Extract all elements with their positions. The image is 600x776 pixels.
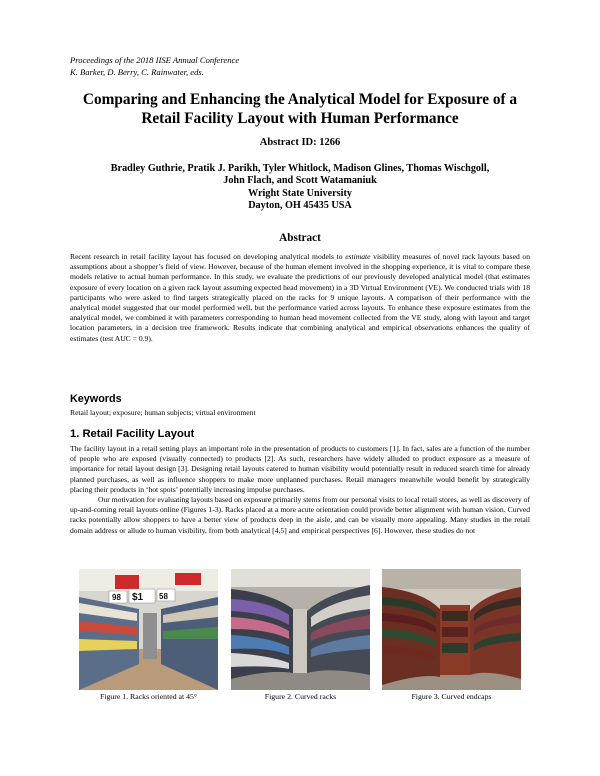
section-1-heading: 1. Retail Facility Layout: [70, 428, 195, 440]
section-1-paragraph-1: The facility layout in a retail setting plays an important role in the presentation of products to customers [1]. In fact, sales are a function of the number of people who are exposed (visually connected) to products [2]. As such, researchers have widely alluded to product exposure as a measure of importance for retail layout design [3]. Designing retail layouts catered to human visibility would potentially result in reduced search time for already planned purchases, as well as influence shoppers to make more unplanned purchases. Retail managers meanwhile would benefit by strategically placing their products in ‘hot spots’ potentially increasing impulse purchases.: [70, 444, 530, 494]
authors-line-1: Bradley Guthrie, Pratik J. Parikh, Tyler Whitlock, Madison Glines, Thomas Wischgoll,: [110, 163, 490, 174]
author-block: [60, 163, 540, 213]
figure-1-sign-b: $1: [132, 592, 144, 603]
figure-2-image: [231, 569, 370, 690]
paper-title: [60, 90, 540, 128]
proceedings-header: [70, 54, 239, 78]
authors-line-2: John Flach, and Scott Watamaniuk: [223, 175, 377, 187]
abstract-text-start: Recent research in retail facility layout has focused on developing analytical models to: [70, 252, 346, 261]
section-1-body: [70, 444, 530, 536]
figure-1-sign-c: 58: [159, 592, 168, 601]
figure-1-caption: Figure 1. Racks oriented at 45°: [99, 692, 198, 701]
title-line-2: Retail Facility Layout with Human Performance: [141, 110, 459, 127]
editors-line: K. Barker, D. Berry, C. Rainwater, eds.: [70, 67, 204, 77]
figure-3-caption: Figure 3. Curved endcaps: [411, 692, 492, 701]
location: Dayton, OH 45435 USA: [248, 200, 352, 212]
abstract-id: Abstract ID: 1266: [259, 137, 341, 148]
abstract-heading: Abstract: [279, 232, 321, 244]
figure-3-image: [382, 569, 521, 690]
affiliation: Wright State University: [248, 187, 352, 199]
figure-1-image: [79, 569, 218, 690]
keywords-text: Retail layout; exposure; human subjects; virtual environment: [70, 408, 256, 417]
abstract-text: [70, 252, 530, 344]
section-1-paragraph-2: Our motivation for evaluating layouts based on exposure primarily stems from our personal visits to local retail stores, as well as discovery of up-and-coming retail layouts online (Figures 1-3). Racks placed at a more acute orientation could provide better alignment with human vision. Curved racks potentially allow shoppers to have a better view of products deep in the aisle, and can be visually more appealing. Many studies in the retail domain address or allude to human visibility, from both analytical [4,5] and empirical perspectives [6]. However, these studies do not: [70, 495, 530, 535]
keywords-heading: Keywords: [70, 393, 122, 405]
proceedings-line: Proceedings of the 2018 IISE Annual Conference: [70, 55, 240, 65]
figure-2-caption: Figure 2. Curved racks: [264, 692, 337, 701]
abstract-text-rest: visibility measures of novel rack layouts based on assumptions about a shopper’s field of view. However, because of the human element involved in the shopping experience, it is vital to compare these models relative to actual human performance. In this study, we evaluate the predictions of our previously developed analytical model (that estimates exposure of every location on a given rack layout assuming expected head movement) in a 3D Virtual Environment (VE). We conducted trials with 18 participants who were asked to find targets strategically placed on the racks for 9 unique layouts. A comparison of their performance with the analytical model suggested that our model performed well, but the performance varied across layouts. To enhance these exposure estimates from the analytical model, we combined it with parameters corresponding to human head movement collected from the VE study, along with layout and target location parameters, in a decision tree framework. Results indicate that combining analytical and empirical observations enhances the quality of estimates (test AUC = 0.9).: [70, 252, 530, 343]
figure-1-sign-a: 98: [112, 593, 121, 602]
title-line-1: Comparing and Enhancing the Analytical Model for Exposure of a: [82, 91, 518, 108]
abstract-emphasis: estimate: [345, 252, 371, 261]
